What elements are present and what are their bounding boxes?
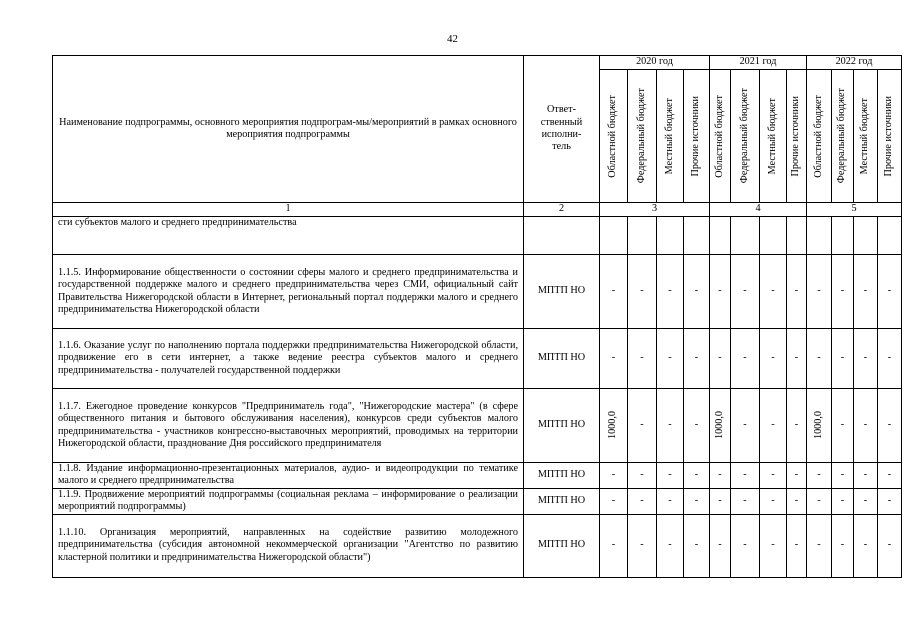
row-executor: МПТП НО: [524, 463, 600, 489]
row-value: -: [794, 419, 799, 431]
header-source-other: Прочие источники: [690, 95, 702, 177]
row-value-cell: [731, 463, 760, 489]
row-executor: МПТП НО: [524, 488, 600, 514]
row-value: -: [840, 285, 845, 297]
row-value: -: [743, 352, 747, 364]
row-value: -: [863, 419, 868, 431]
row-value: -: [611, 285, 616, 297]
row-value: -: [668, 495, 672, 507]
row-value-cell: [731, 255, 760, 329]
row-value-cell: [854, 329, 878, 389]
row-value: -: [640, 352, 644, 364]
row-value: -: [817, 469, 821, 481]
row-value-cell: [684, 463, 710, 489]
row-value-cell: [657, 514, 684, 577]
row-value: 1000,0: [713, 411, 725, 440]
header-source-local: Местный бюджет: [859, 97, 871, 175]
row-executor: МПТП НО: [524, 514, 600, 577]
row-value: -: [840, 495, 845, 507]
row-value-cell: [657, 329, 684, 389]
budget-table: [52, 55, 902, 578]
row-value-cell: [731, 514, 760, 577]
row-value-cell: [628, 389, 657, 463]
row-value-cell: [731, 488, 760, 514]
row-description: 1.1.6. Оказание услуг по наполнению портала поддержки предпринимательства Нижегородской области, продвижение его в сети интернет, а также ведение реестра субъектов малого и среднего предпринимательства - получателей государственной поддержки: [53, 329, 524, 389]
column-number: 3: [600, 203, 710, 217]
table-row: [53, 514, 902, 577]
row-value-cell: [854, 488, 878, 514]
row-value-cell: [787, 255, 807, 329]
row-value: -: [887, 495, 892, 507]
row-description: 1.1.5. Информирование общественности о состоянии сферы малого и среднего предпринимательства и государственной поддержке малого и среднего предпринимательства через СМИ, официальный сайт Правительства Нижегородской области в Интернет, региональный портал поддержки малого и среднего предпринимательства Нижегородской области: [53, 255, 524, 329]
row-executor: МПТП НО: [524, 389, 600, 463]
row-value-cell: [832, 329, 854, 389]
header-source-local: Местный бюджет: [766, 97, 778, 175]
row-value: -: [817, 352, 821, 364]
row-value-cell: [710, 488, 731, 514]
row-value-cell: [600, 389, 628, 463]
header-name-cell: Наименование подпрограммы, основного мероприятия подпрограм-мы/мероприятий в рамках основного мероприятия подпрограммы: [53, 56, 524, 203]
row-value: -: [668, 285, 672, 297]
row-value: -: [817, 539, 821, 551]
row-value: -: [743, 419, 747, 431]
header-source-regional: Областной бюджет: [607, 94, 619, 178]
row-value-cell: [878, 255, 902, 329]
table-row: [53, 488, 902, 514]
row-value: -: [718, 539, 722, 551]
row-value: -: [668, 352, 672, 364]
row-value-cell: [807, 463, 832, 489]
row-value-cell: [760, 463, 787, 489]
row-value-cell: [832, 255, 854, 329]
row-value: -: [668, 469, 672, 481]
row-value-cell: [854, 514, 878, 577]
row-value-cell: [832, 514, 854, 577]
row-value-cell: [684, 329, 710, 389]
row-value: -: [771, 419, 775, 431]
row-value-cell: [878, 463, 902, 489]
header-source-other: Прочие источники: [883, 95, 895, 177]
row-value-cell: [628, 255, 657, 329]
row-value-cell: [760, 514, 787, 577]
row-value-cell: [807, 514, 832, 577]
row-value: -: [718, 285, 722, 297]
row-value: -: [640, 419, 644, 431]
header-row-years: [53, 56, 902, 70]
header-year-2020: 2020 год: [600, 56, 710, 70]
row-value-cell: [657, 255, 684, 329]
row-value-cell: [878, 488, 902, 514]
row-value: -: [887, 469, 892, 481]
row-value-cell: [854, 255, 878, 329]
row-value: -: [863, 352, 868, 364]
row-value: -: [718, 352, 722, 364]
column-number: 5: [807, 203, 902, 217]
row-description: 1.1.9. Продвижение мероприятий подпрограммы (социальная реклама – информирование о реализации мероприятий подпрограммы): [53, 488, 524, 514]
row-value: -: [771, 352, 775, 364]
row-value: -: [771, 539, 775, 551]
row-value-cell: [600, 329, 628, 389]
row-value-cell: [807, 329, 832, 389]
row-value-cell: [710, 389, 731, 463]
row-value-cell: [760, 389, 787, 463]
header-executor-cell: [524, 56, 600, 203]
row-value-cell: [807, 389, 832, 463]
row-value: -: [817, 285, 821, 297]
row-value-cell: [854, 389, 878, 463]
row-value-cell: [807, 488, 832, 514]
header-source-regional: Областной бюджет: [812, 94, 824, 178]
table-row: [53, 389, 902, 463]
page-number: 42: [447, 33, 458, 45]
row-value-cell: [760, 255, 787, 329]
row-value: 1000,0: [607, 411, 619, 440]
row-value: -: [771, 285, 775, 297]
row-value: -: [640, 285, 644, 297]
column-number-row: [53, 203, 902, 217]
column-number: 4: [710, 203, 807, 217]
row-value-cell: [657, 463, 684, 489]
table-row-continuation: [53, 217, 902, 255]
row-value: -: [863, 285, 868, 297]
row-value: -: [863, 539, 868, 551]
row-value: -: [863, 495, 868, 507]
row-value-cell: [600, 488, 628, 514]
row-value-cell: [832, 463, 854, 489]
row-value-cell: [600, 514, 628, 577]
row-value: -: [743, 285, 747, 297]
row-value: -: [694, 419, 699, 431]
row-value-cell: [684, 514, 710, 577]
row-value-cell: [710, 514, 731, 577]
row-value-cell: [710, 255, 731, 329]
row-value: -: [718, 469, 722, 481]
row-value-cell: [731, 329, 760, 389]
row-value-cell: [832, 488, 854, 514]
row-value: -: [840, 352, 845, 364]
header-source-federal: Федеральный бюджет: [836, 88, 848, 184]
row-value-cell: [760, 329, 787, 389]
row-value-cell: [787, 329, 807, 389]
row-value-cell: [684, 488, 710, 514]
table-row: [53, 463, 902, 489]
row-value: -: [718, 495, 722, 507]
row-value: -: [668, 539, 672, 551]
row-value: -: [817, 495, 821, 507]
row-value-cell: [628, 488, 657, 514]
row-executor: МПТП НО: [524, 329, 600, 389]
header-source-other: Прочие источники: [790, 95, 802, 177]
row-value: -: [840, 419, 845, 431]
row-value-cell: [787, 514, 807, 577]
column-number: 1: [53, 203, 524, 217]
row-value-cell: [600, 463, 628, 489]
row-value: -: [743, 495, 747, 507]
row-value: -: [794, 539, 799, 551]
row-value: -: [887, 539, 892, 551]
row-value: -: [640, 539, 644, 551]
row-value-cell: [628, 463, 657, 489]
row-value: -: [640, 469, 644, 481]
row-value: -: [640, 495, 644, 507]
row-value-cell: [628, 329, 657, 389]
column-number: 2: [524, 203, 600, 217]
row-value: -: [794, 495, 799, 507]
row-value-cell: [787, 488, 807, 514]
row-value: -: [794, 352, 799, 364]
row-value-cell: [854, 463, 878, 489]
row-description: 1.1.10. Организация мероприятий, направленных на содействие развитию молодежного предпринимательства (субсидия автономной некоммерческой организации "Агентство по развитию кластерной политики и предпринимательства Нижегородской области"): [53, 514, 524, 577]
row-value: -: [794, 285, 799, 297]
row-value-cell: [878, 389, 902, 463]
table-body: [53, 255, 902, 578]
row-value-cell: [628, 514, 657, 577]
row-value-cell: [787, 463, 807, 489]
row-value-cell: [657, 389, 684, 463]
header-year-2022: 2022 год: [807, 56, 902, 70]
row-value: -: [611, 469, 616, 481]
row-value-cell: [731, 389, 760, 463]
row-value: -: [887, 285, 892, 297]
row-value: -: [611, 495, 616, 507]
row-value: -: [863, 469, 868, 481]
row-value: -: [840, 539, 845, 551]
row-value-cell: [657, 488, 684, 514]
row-value-cell: [710, 329, 731, 389]
table-row: [53, 255, 902, 329]
row-value: -: [611, 352, 616, 364]
row-value-cell: [878, 514, 902, 577]
header-source-local: Местный бюджет: [663, 97, 675, 175]
header-source-regional: Областной бюджет: [713, 94, 725, 178]
row-value: -: [611, 539, 616, 551]
row-value: -: [840, 469, 845, 481]
row-value: -: [743, 539, 747, 551]
row-value: -: [794, 469, 799, 481]
row-value-cell: [807, 255, 832, 329]
row-value: -: [694, 495, 699, 507]
header-source-federal: Федеральный бюджет: [738, 88, 750, 184]
row-value-cell: [600, 255, 628, 329]
row-value: -: [694, 285, 699, 297]
row-value: -: [694, 352, 699, 364]
row-value-cell: [787, 389, 807, 463]
row-value-cell: [878, 329, 902, 389]
continuation-text: сти субъектов малого и среднего предпринимательства: [53, 217, 524, 255]
row-value: -: [743, 469, 747, 481]
row-value: 1000,0: [812, 411, 824, 440]
row-value: -: [887, 352, 892, 364]
row-value: -: [668, 419, 672, 431]
row-value-cell: [760, 488, 787, 514]
row-value-cell: [832, 389, 854, 463]
row-value: -: [694, 539, 699, 551]
row-value-cell: [684, 255, 710, 329]
row-value: -: [771, 495, 775, 507]
header-executor-text: Ответ-ственный исполни-тель: [540, 104, 583, 153]
row-value-cell: [710, 463, 731, 489]
row-description: 1.1.8. Издание информационно-презентационных материалов, аудио- и видеопродукции по тематике малого и среднего предпринимательства: [53, 463, 524, 489]
row-value: -: [887, 419, 892, 431]
row-executor: МПТП НО: [524, 255, 600, 329]
row-description: 1.1.7. Ежегодное проведение конкурсов "Предприниматель года", "Нижегородские мастера" (в сфере общественного питания и бытового обслуживания населения), конкурсов среди субъектов малого предпринимательства - участников конгрессно-выставочных мероприятий, проводимых на территории Нижегородской области, празднование Дня российского предпринимателя: [53, 389, 524, 463]
header-source-federal: Федеральный бюджет: [635, 88, 647, 184]
row-value-cell: [684, 389, 710, 463]
row-value: -: [694, 469, 699, 481]
row-value: -: [771, 469, 775, 481]
header-year-2021: 2021 год: [710, 56, 807, 70]
table-row: [53, 329, 902, 389]
